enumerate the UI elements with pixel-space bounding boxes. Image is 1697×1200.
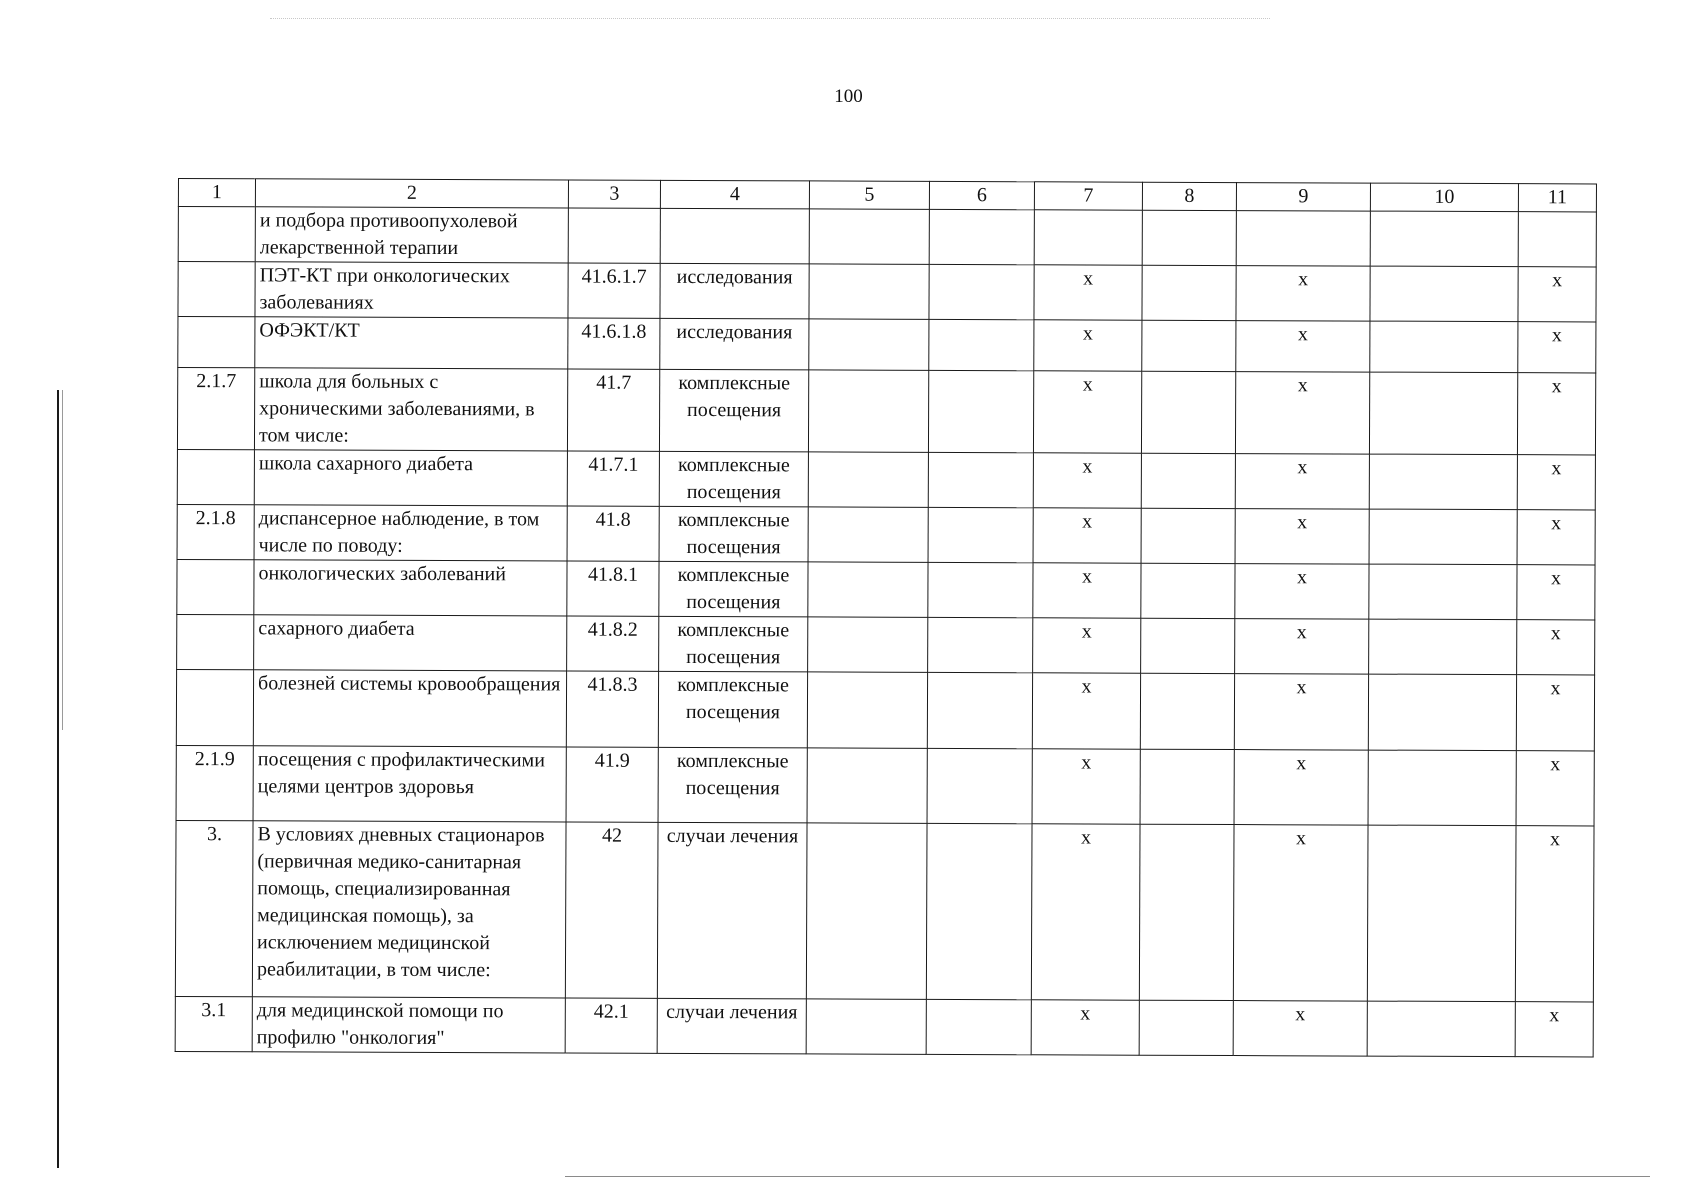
indicator-name-cell: сахарного диабета [254, 615, 567, 671]
unit-cell: комплексные посещения [659, 451, 808, 507]
indicator-name-cell: В условиях дневных стационаров (первичная медико-санитарная помощь, специализированная медицинская помощь), за исключением медицинской реабилитации, в том числе: [252, 821, 566, 998]
row-number-cell: 2.1.7 [177, 368, 254, 450]
col10-cell [1367, 825, 1516, 1002]
row-code-cell: 41.6.1.7 [568, 263, 660, 318]
col6-cell [928, 562, 1033, 617]
col11-cell: х [1515, 1002, 1593, 1057]
col5-cell [807, 672, 927, 748]
row-number-cell [177, 614, 254, 669]
col11-cell: х [1518, 267, 1596, 322]
row-code-cell [568, 208, 660, 263]
table-row [177, 559, 1595, 619]
indicator-name-cell: посещения с профилактическими целями центров здоровья [253, 746, 566, 822]
table-row [175, 820, 1594, 1001]
col6-cell [929, 264, 1034, 319]
indicator-name-cell: болезней системы кровообращения [253, 670, 566, 747]
row-code-cell: 41.7.1 [567, 451, 659, 506]
header-cell: 1 [178, 179, 255, 207]
table-row [175, 996, 1593, 1056]
col5-cell [809, 209, 929, 264]
table-row [177, 449, 1595, 509]
col5-cell [809, 319, 929, 370]
col8-cell [1140, 749, 1234, 824]
col6-cell [929, 319, 1034, 370]
table-row [178, 317, 1596, 373]
indicator-name-cell: ОФЭКТ/КТ [255, 317, 568, 369]
col11-cell: х [1517, 373, 1595, 455]
row-number-cell: 3.1 [175, 996, 252, 1051]
row-number-cell [177, 449, 254, 504]
col9-cell [1236, 211, 1370, 267]
col7-cell: х [1034, 265, 1142, 320]
table-body [175, 179, 1596, 1057]
col9-cell: х [1235, 372, 1369, 455]
col6-cell [928, 507, 1033, 562]
table-row [177, 504, 1595, 564]
col9-cell: х [1234, 674, 1368, 751]
col6-cell [926, 823, 1032, 999]
header-cell: 10 [1370, 183, 1518, 212]
table-row [177, 368, 1595, 455]
col7-cell: х [1032, 673, 1140, 749]
col5-cell [808, 452, 928, 507]
row-number-cell: 2.1.8 [177, 504, 254, 559]
scan-edge-left [57, 390, 59, 1168]
col6-cell [928, 617, 1033, 672]
col9-cell: х [1236, 321, 1370, 373]
scan-artifact-bottom [565, 1176, 1650, 1177]
col8-cell [1139, 824, 1234, 1000]
col9-cell: х [1233, 825, 1368, 1002]
indicator-name-cell: онкологических заболеваний [254, 560, 567, 616]
row-number-cell: 3. [175, 820, 253, 996]
row-code-cell: 41.8.1 [567, 561, 659, 616]
col7-cell: х [1033, 618, 1141, 673]
col7-cell: х [1033, 563, 1141, 618]
col11-cell: х [1516, 675, 1594, 751]
col9-cell: х [1235, 564, 1369, 620]
col5-cell [808, 507, 928, 562]
col5-cell [806, 999, 926, 1054]
col10-cell [1369, 619, 1517, 675]
header-cell: 4 [660, 180, 809, 209]
row-number-cell [178, 262, 255, 317]
col5-cell [808, 617, 928, 672]
header-cell: 2 [255, 179, 568, 208]
col11-cell: х [1518, 322, 1596, 373]
table-row [178, 262, 1596, 322]
col9-cell: х [1235, 509, 1369, 565]
indicator-name-cell: и подбора противоопухолевой лекарственной терапии [255, 207, 568, 263]
col8-cell [1141, 563, 1235, 618]
unit-cell: комплексные посещения [659, 506, 808, 562]
row-code-cell: 42.1 [565, 998, 657, 1053]
col11-cell: х [1516, 751, 1594, 826]
col9-cell: х [1236, 266, 1370, 322]
table-row [176, 669, 1594, 750]
row-number-cell [176, 669, 253, 745]
col11-cell: х [1517, 620, 1595, 675]
unit-cell [660, 208, 809, 264]
unit-cell: комплексные посещения [658, 747, 807, 823]
header-cell: 3 [568, 180, 660, 208]
col7-cell [1034, 210, 1142, 265]
header-cell: 7 [1034, 182, 1142, 210]
col10-cell [1369, 564, 1517, 620]
unit-cell: исследования [660, 318, 809, 370]
col8-cell [1142, 210, 1236, 265]
col9-cell: х [1235, 454, 1369, 510]
col8-cell [1141, 371, 1235, 453]
row-code-cell: 41.8.3 [566, 671, 658, 747]
indicator-name-cell: для медицинской помощи по профилю "онкология" [252, 997, 565, 1053]
col9-cell: х [1234, 750, 1368, 826]
table-row [177, 614, 1595, 674]
indicator-name-cell: школа для больных с хроническими заболеваниями, в том числе: [254, 368, 567, 451]
col11-cell: х [1515, 826, 1594, 1002]
scan-artifact-top [270, 18, 1270, 20]
row-code-cell: 41.6.1.8 [568, 318, 660, 369]
table-row [176, 745, 1594, 825]
row-number-cell [178, 207, 255, 262]
col10-cell [1367, 1001, 1515, 1057]
col7-cell: х [1031, 824, 1140, 1000]
unit-cell: комплексные посещения [659, 616, 808, 672]
header-cell: 11 [1518, 184, 1596, 212]
col7-cell: х [1034, 320, 1142, 371]
col8-cell [1142, 320, 1236, 371]
indicator-name-cell: ПЭТ-КТ при онкологических заболеваниях [255, 262, 568, 318]
unit-cell: исследования [660, 263, 809, 319]
row-code-cell: 41.7 [567, 369, 659, 451]
col11-cell: х [1517, 455, 1595, 510]
row-code-cell: 41.9 [566, 747, 658, 822]
unit-cell: комплексные посещения [659, 369, 808, 452]
header-cell: 9 [1236, 183, 1370, 212]
col6-cell [926, 999, 1031, 1054]
col10-cell [1369, 372, 1517, 455]
col10-cell [1370, 321, 1518, 373]
col5-cell [809, 264, 929, 319]
col5-cell [808, 562, 928, 617]
row-code-cell: 42 [565, 822, 658, 998]
col11-cell: х [1517, 565, 1595, 620]
col9-cell: х [1233, 1001, 1367, 1057]
col10-cell [1368, 674, 1516, 751]
data-table [175, 178, 1597, 1057]
col11-cell [1518, 212, 1596, 267]
col8-cell [1141, 618, 1235, 673]
row-number-cell [177, 559, 254, 614]
col5-cell [807, 748, 927, 823]
col10-cell [1369, 454, 1517, 510]
unit-cell: комплексные посещения [658, 671, 807, 748]
col7-cell: х [1033, 371, 1141, 453]
col11-cell: х [1517, 510, 1595, 565]
col5-cell [806, 823, 927, 999]
col9-cell: х [1235, 619, 1369, 675]
col8-cell [1141, 453, 1235, 508]
col8-cell [1142, 265, 1236, 320]
table-row [178, 207, 1596, 267]
col7-cell: х [1033, 453, 1141, 508]
row-number-cell: 2.1.9 [176, 745, 253, 820]
col7-cell: х [1032, 749, 1140, 824]
row-code-cell: 41.8 [567, 506, 659, 561]
unit-cell: комплексные посещения [659, 561, 808, 617]
row-number-cell [178, 317, 255, 368]
col10-cell [1368, 750, 1516, 826]
indicator-name-cell: школа сахарного диабета [254, 450, 567, 506]
unit-cell: случаи лечения [657, 822, 807, 999]
col6-cell [927, 748, 1032, 823]
scan-edge-left-thin [62, 390, 63, 730]
indicator-name-cell: диспансерное наблюдение, в том числе по поводу: [254, 505, 567, 561]
page-number: 100 [834, 86, 863, 107]
col8-cell [1139, 1000, 1233, 1055]
col7-cell: х [1033, 508, 1141, 563]
col8-cell [1141, 508, 1235, 563]
unit-cell: случаи лечения [657, 998, 806, 1054]
col10-cell [1370, 266, 1518, 322]
col5-cell [808, 370, 928, 452]
row-code-cell: 41.8.2 [567, 616, 659, 671]
header-cell: 8 [1142, 182, 1236, 210]
col6-cell [929, 209, 1034, 264]
col6-cell [927, 672, 1032, 748]
col8-cell [1140, 673, 1234, 749]
col10-cell [1370, 211, 1518, 267]
col10-cell [1369, 509, 1517, 565]
header-cell: 6 [929, 181, 1034, 209]
col6-cell [928, 370, 1033, 452]
col6-cell [928, 452, 1033, 507]
col7-cell: х [1031, 1000, 1139, 1055]
header-cell: 5 [809, 181, 929, 209]
